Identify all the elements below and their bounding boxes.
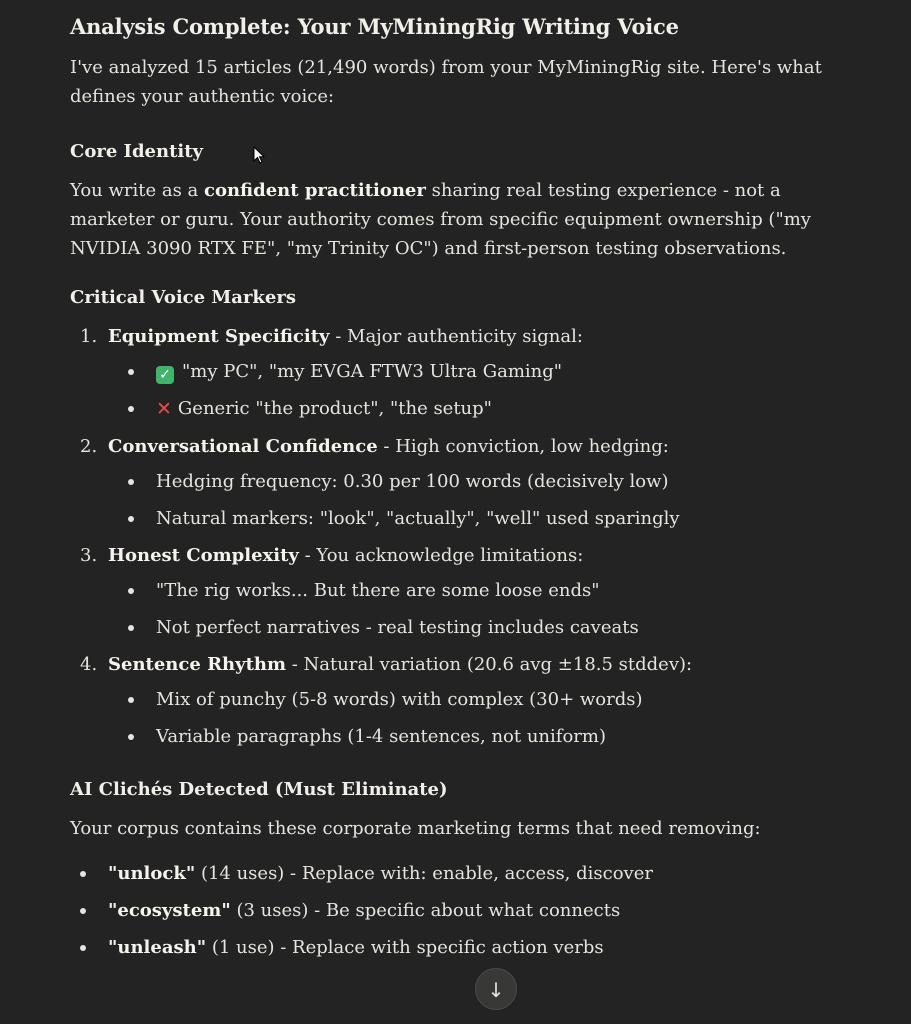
intro-paragraph: I've analyzed 15 articles (21,490 words) from your MyMiningRig site. Here's what defines your authentic voice:: [70, 57, 822, 107]
cliche-item: [70, 859, 870, 888]
sub-item: Not perfect narratives - real testing includes caveats: [108, 613, 870, 642]
cliche-term: "unleash": [108, 937, 207, 958]
marker-sublist: [108, 467, 870, 533]
core-identity-text-before: You write as a: [70, 180, 204, 201]
marker-sublist: [108, 685, 870, 751]
marker-title: Conversational Confidence: [108, 436, 378, 457]
sub-item: Mix of punchy (5-8 words) with complex (30+ words): [108, 685, 870, 714]
cliches-intro: Your corpus contains these corporate marketing terms that need removing:: [70, 818, 761, 839]
marker-desc: - High conviction, low hedging:: [377, 436, 669, 457]
core-identity-bold: confident practitioner: [204, 180, 426, 201]
marker-title: Sentence Rhythm: [108, 654, 287, 675]
marker-item: [70, 650, 870, 751]
marker-desc: - You acknowledge limitations:: [298, 545, 584, 566]
cliche-detail: (3 uses) - Be specific about what connects: [230, 900, 621, 921]
cliche-term: "ecosystem": [108, 900, 231, 921]
check-mark-icon: ✓: [156, 366, 174, 384]
sub-item: Variable paragraphs (1-4 sentences, not uniform): [108, 722, 870, 751]
marker-number: 1.: [80, 326, 98, 347]
voice-markers-heading: Critical Voice Markers: [70, 287, 296, 308]
marker-desc: - Major authenticity signal:: [329, 326, 583, 347]
cross-mark-icon: ✕: [156, 398, 172, 420]
cliche-detail: (1 use) - Replace with specific action verbs: [206, 937, 604, 958]
marker-title: Honest Complexity: [108, 545, 299, 566]
mouse-cursor-icon: [253, 146, 265, 164]
arrow-down-icon: ↓: [487, 978, 505, 1002]
marker-sublist: [108, 357, 870, 424]
voice-markers-list: [70, 322, 870, 751]
cliche-detail: (14 uses) - Replace with: enable, access, discover: [195, 863, 653, 884]
sub-item: Natural markers: "look", "actually", "well" used sparingly: [108, 504, 870, 533]
page-title: Analysis Complete: Your MyMiningRig Writing Voice: [70, 14, 679, 39]
scroll-to-bottom-button[interactable]: [475, 968, 517, 1010]
marker-sublist: [108, 576, 870, 642]
cliche-term: "unlock": [108, 863, 196, 884]
marker-number: 2.: [80, 436, 98, 457]
marker-item: [70, 541, 870, 642]
assistant-message: [70, 14, 870, 970]
sub-item: [108, 357, 870, 386]
sub-item-text: "my PC", "my EVGA FTW3 Ultra Gaming": [182, 361, 563, 382]
sub-item: [108, 394, 870, 424]
marker-item: [70, 432, 870, 533]
marker-desc: - Natural variation (20.6 avg ±18.5 stddev):: [286, 654, 693, 675]
cliches-heading: AI Clichés Detected (Must Eliminate): [70, 779, 448, 800]
cliche-item: [70, 896, 870, 925]
cliche-item: [70, 933, 870, 962]
sub-item: Hedging frequency: 0.30 per 100 words (decisively low): [108, 467, 870, 496]
cliches-list: [70, 859, 870, 962]
marker-item: [70, 322, 870, 424]
marker-number: 3.: [80, 545, 98, 566]
core-identity-text-after: sharing real testing experience - not a marketer or guru. Your authority comes from specific equipment ownership ("my NVIDIA 3090 RTX FE", "my Trinity OC") and first-person testing observations.: [70, 180, 811, 259]
sub-item-text: Generic "the product", "the setup": [177, 398, 492, 419]
core-identity-paragraph: [70, 176, 870, 263]
marker-number: 4.: [80, 654, 98, 675]
marker-title: Equipment Specificity: [108, 326, 330, 347]
core-identity-heading: Core Identity: [70, 141, 204, 162]
sub-item: "The rig works... But there are some loose ends": [108, 576, 870, 605]
